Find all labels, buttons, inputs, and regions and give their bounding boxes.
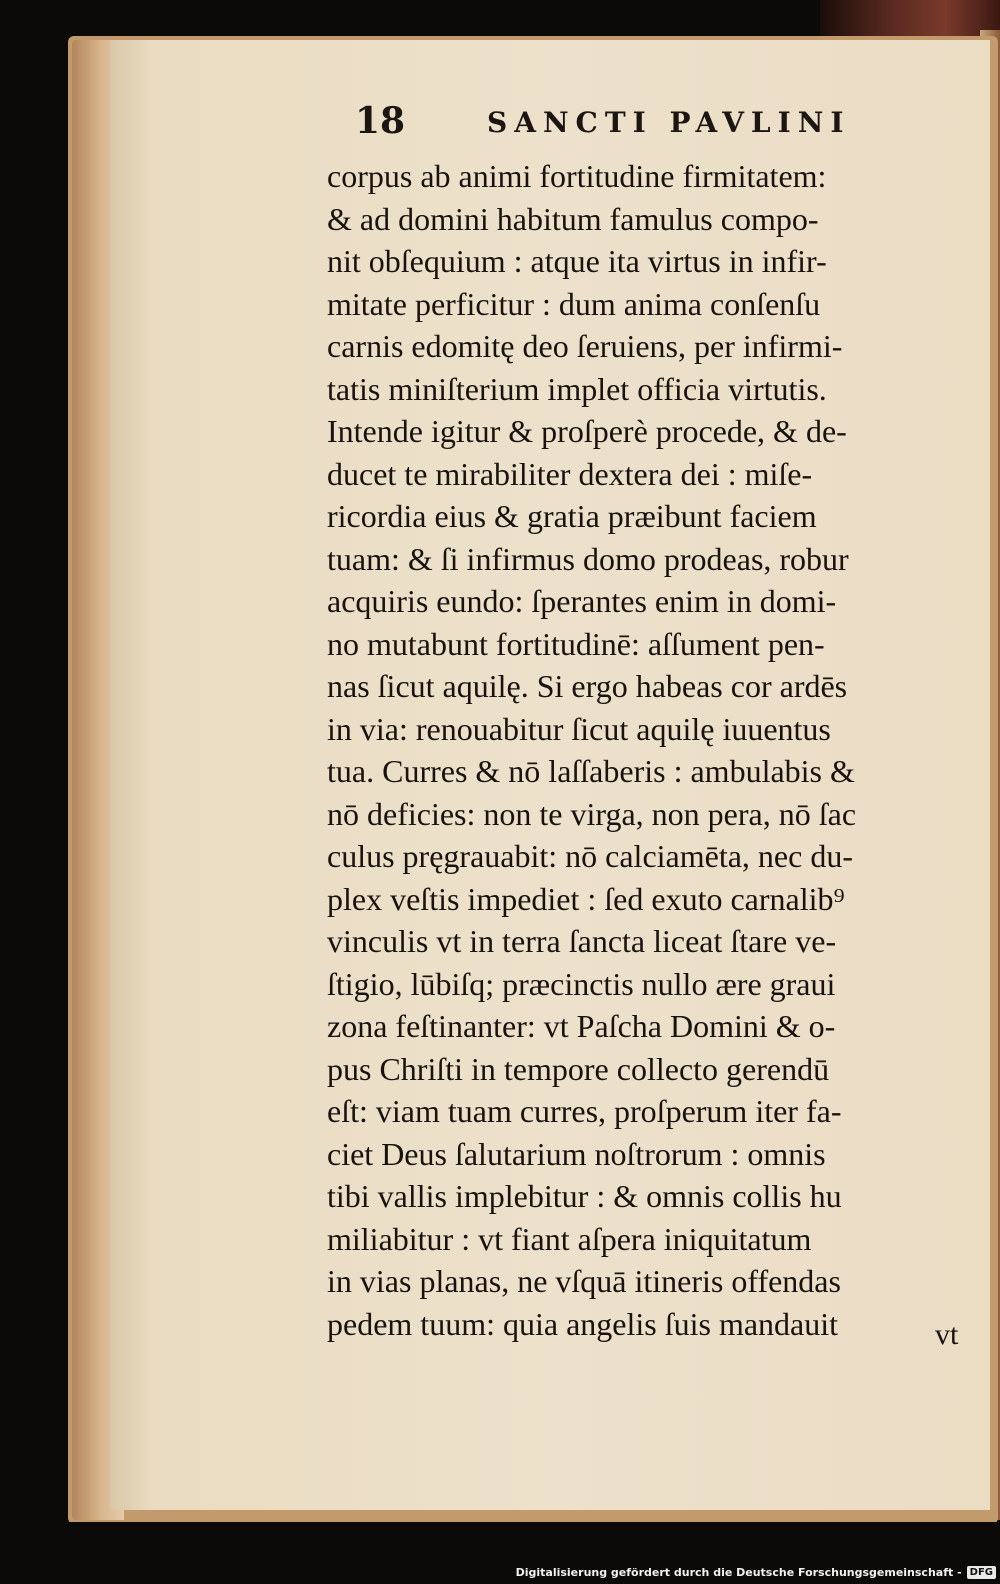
text-line: ducet te mirabiliter dextera dei : miſe- — [327, 455, 813, 492]
page-number: 18 — [355, 100, 406, 142]
text-line: pedem tuum: quia angelis ſuis mandauit — [327, 1305, 839, 1342]
running-title: SANCTI PAVLINI — [487, 106, 851, 139]
text-line: zona feſtinanter: vt Paſcha Domini & o- — [327, 1008, 836, 1044]
catchword: vt — [935, 1318, 959, 1351]
text-line: pus Chriſti in tempore collecto gerendū — [327, 1050, 830, 1087]
text-line: mitate perficitur : dum anima conſenſu — [327, 285, 821, 322]
text-line: acquiris eundo: ſperantes enim in domi- — [327, 583, 837, 619]
text-line: & ad domini habitum famulus compo- — [327, 200, 819, 237]
text-line: nas ſicut aquilę. Si ergo habeas cor ardēs — [327, 668, 848, 704]
binding-spine — [820, 0, 1000, 40]
page-header — [355, 100, 915, 144]
text-line: carnis edomitę deo ſeruiens, per infirmi- — [327, 328, 843, 364]
text-line: miliabitur : vt fiant aſpera iniquitatum — [327, 1220, 812, 1257]
text-line: ſtigio, lūbiſq; præcinctis nullo ære graui — [327, 965, 836, 1002]
dfg-logo: DFG — [967, 1566, 996, 1579]
text-line: nit obſequium : atque ita virtus in infir- — [327, 243, 827, 279]
text-line: in via: renouabitur ſicut aquilę iuuentus — [327, 710, 831, 747]
body-text — [327, 155, 967, 1345]
text-line: tatis miniſterium implet officia virtutis. — [327, 370, 827, 407]
digitization-footer — [516, 1566, 996, 1579]
footer-text: Digitalisierung gefördert durch die Deutsche Forschungsgemeinschaft - — [515, 1566, 962, 1579]
text-line: tibi vallis implebitur : & omnis collis hu — [327, 1178, 842, 1214]
text-line: eſt: viam tuam curres, proſperum iter fa- — [327, 1093, 842, 1129]
text-line: culus pręgrauabit: nō calciamēta, nec du- — [327, 838, 853, 874]
text-line: nō deficies: non te virga, non pera, nō ſac — [327, 795, 857, 832]
text-line: corpus ab animi fortitudine firmitatem: — [327, 158, 827, 194]
text-line: Intende igitur & proſperè procede, & de- — [327, 413, 847, 449]
text-line: vinculis vt in terra ſancta liceat ſtare ve- — [327, 923, 837, 959]
text-line: no mutabunt fortitudinē: aſſument pen- — [327, 625, 825, 662]
text-line: in vias planas, ne vſquā itineris offendas — [327, 1263, 841, 1299]
text-line: plex veſtis impediet : ſed exuto carnalib⁹ — [327, 880, 845, 917]
text-line: tuam: & ſi infirmus domo prodeas, robur — [327, 540, 849, 577]
text-line: ciet Deus ſalutarium noſtrorum : omnis — [327, 1135, 826, 1172]
text-line: tua. Curres & nō laſſaberis : ambulabis & — [327, 753, 855, 789]
text-line: ricordia eius & gratia præibunt faciem — [327, 498, 817, 534]
